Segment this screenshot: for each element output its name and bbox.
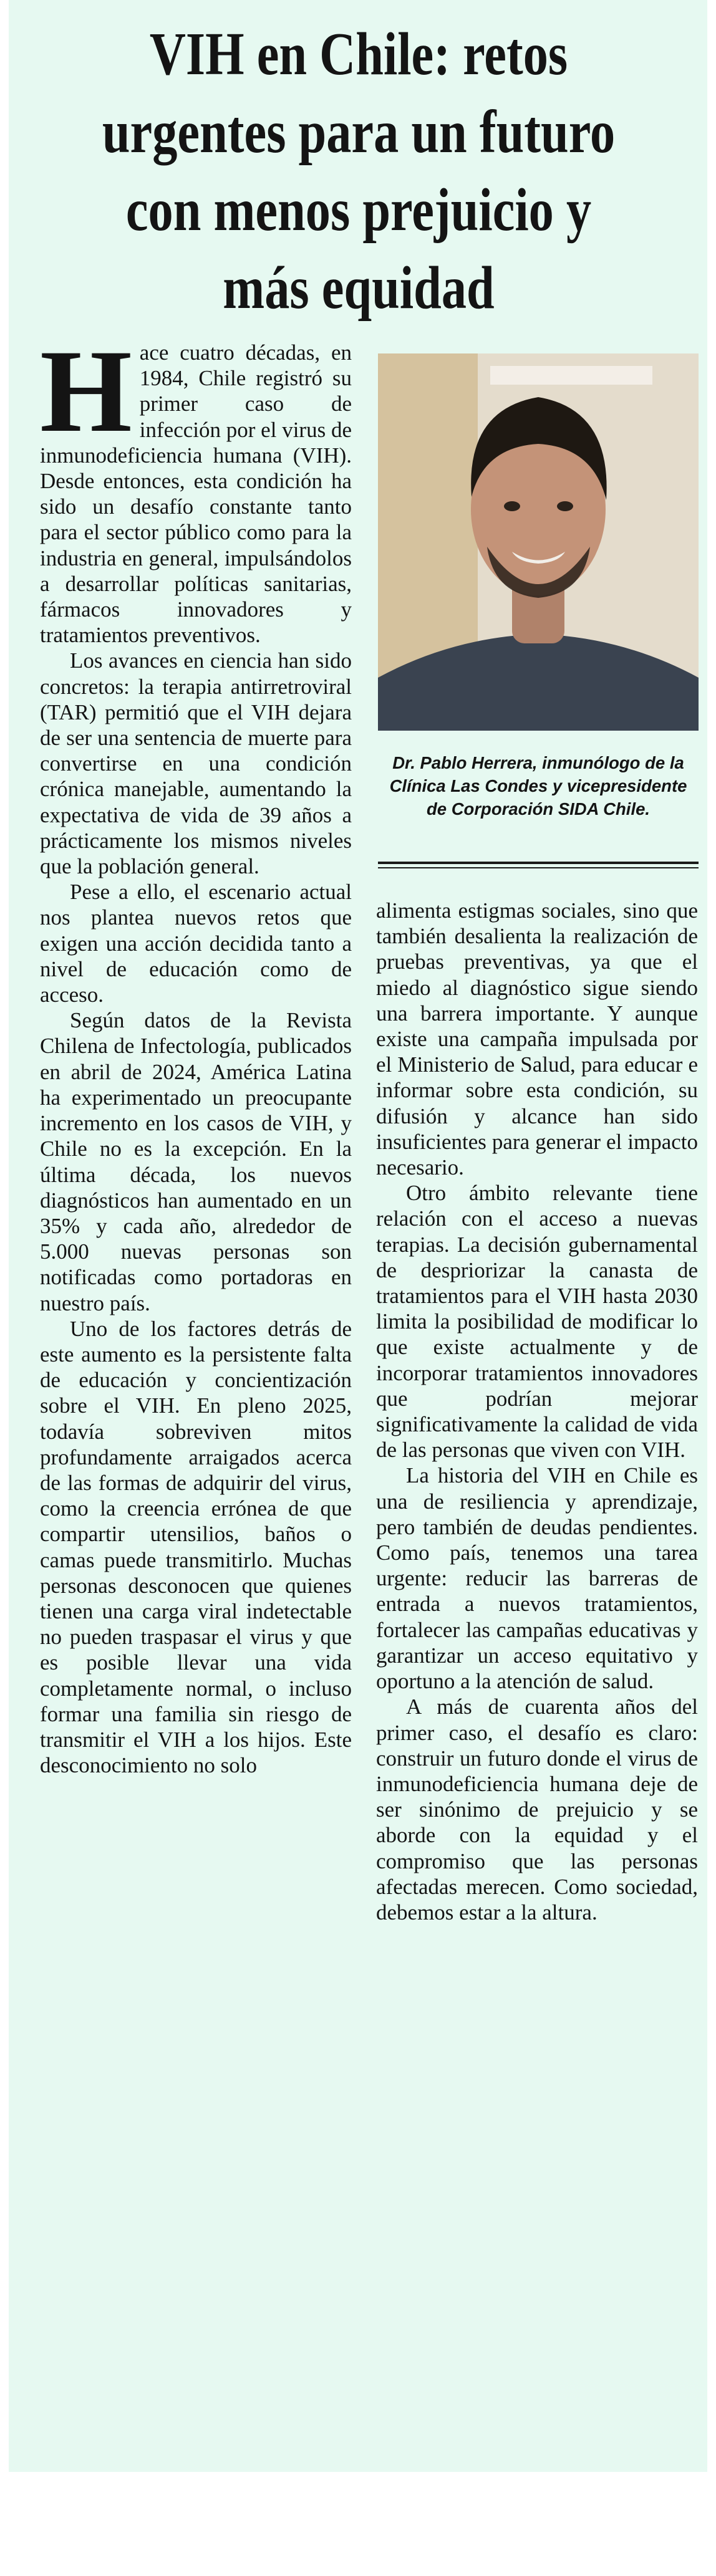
paragraph: La historia del VIH en Chile es una de resiliencia y aprendizaje, pero también de deudas pendientes. Como país, tenemos una tarea urgente: reducir las barreras de entrada a nuevos tratamientos, fortalecer las campañas educativas y garantizar un acceso equitativo y oportuno a la atención de salud. [376,1463,698,1694]
photo-caption: Dr. Pablo Herrera, inmunólogo de la Clínica Las Condes y vicepresidente de Corporación SIDA Chile. [389,753,687,819]
drop-cap: H [40,326,132,457]
body-column-1 [40,326,352,1778]
body-column-2 [376,898,698,1925]
paragraph: Los avances en ciencia han sido concretos: la terapia antirretroviral (TAR) permitió que el VIH dejara de ser una sentencia de muerte para convertirse en una condición crónica manejable, aumentando la expectativa de vida de 39 años a prácticamente los mismos niveles que la población general. [40,648,352,879]
paragraph: A más de cuarenta años del primer caso, el desafío es claro: construir un futuro donde el virus de inmunodeficiencia humana deje de ser sinónimo de prejuicio y se aborde con la equidad y el compromiso que las personas afectadas merecen. Como sociedad, debemos estar a la altura. [376,1694,698,1925]
paragraph: Pese a ello, el escenario actual nos plantea nuevos retos que exigen una acción decidida tanto a nivel de educación como de acceso. [40,880,352,1007]
headline: VIH en Chile: retos urgentes para un futuro con menos prejuicio y más equidad [102,21,616,322]
paragraph: alimenta estigmas sociales, sino que también desalienta la realización de pruebas preventivas, ya que el miedo al diagnóstico sigue siendo una barrera importante. Y aunque existe una campaña impulsada por el Ministerio de Salud, para educar e informar sobre esta condición, su difusión y alcance han sido insuficientes para generar el impacto necesario. [376,898,698,1180]
portrait-photo [378,353,699,731]
paragraph: Según datos de la Revista Chilena de Infectología, publicados en abril de 2024, América Latina ha experimentado un preocupante incremento en los casos de VIH, y Chile no es la excepción. En la última década, los nuevos diagnósticos han aumentado en un 35% y cada año, alrededor de 5.000 nuevas personas son notificadas como portadoras en nuestro país. [40,1008,352,1315]
paragraph: Otro ámbito relevante tiene relación con el acceso a nuevas terapias. La decisión gubernamental de despriorizar la canasta de tratamientos para el VIH hasta 2030 limita la posibilidad de modificar lo que existe actualmente y de incorporar tratamientos innovadores que podrían mejorar significativamente la calidad de vida de las personas que viven con VIH. [376,1181,698,1463]
caption-divider-thin [378,867,699,868]
caption-divider-thick [378,862,699,864]
paragraph: Hace cuatro décadas, en 1984, Chile registró su primer caso de infección por el virus de inmunodeficiencia humana (VIH). Desde entonces, esta condición ha sido un desafío constante tanto para el sector público como para la industria en general, impulsándolos a desarrollar políticas sanitarias, fármacos innovadores y tratamientos preventivos. [40,326,352,648]
paragraph: Uno de los factores detrás de este aumento es la persistente falta de educación y concientización sobre el VIH. En pleno 2025, todavía sobreviven mitos profundamente arraigados acerca de las formas de adquirir del virus, como la creencia errónea de que compartir utensilios, baños o camas puede transmitirlo. Muchas personas desconocen que quienes tienen una carga viral indetectable no pueden traspasar el virus y que es posible llevar una vida completamente normal, o incluso formar una familia sin riesgo de transmitir el VIH a los hijos. Este desconocimiento no solo [40,1316,352,1778]
portrait-photo-icon [378,353,699,731]
